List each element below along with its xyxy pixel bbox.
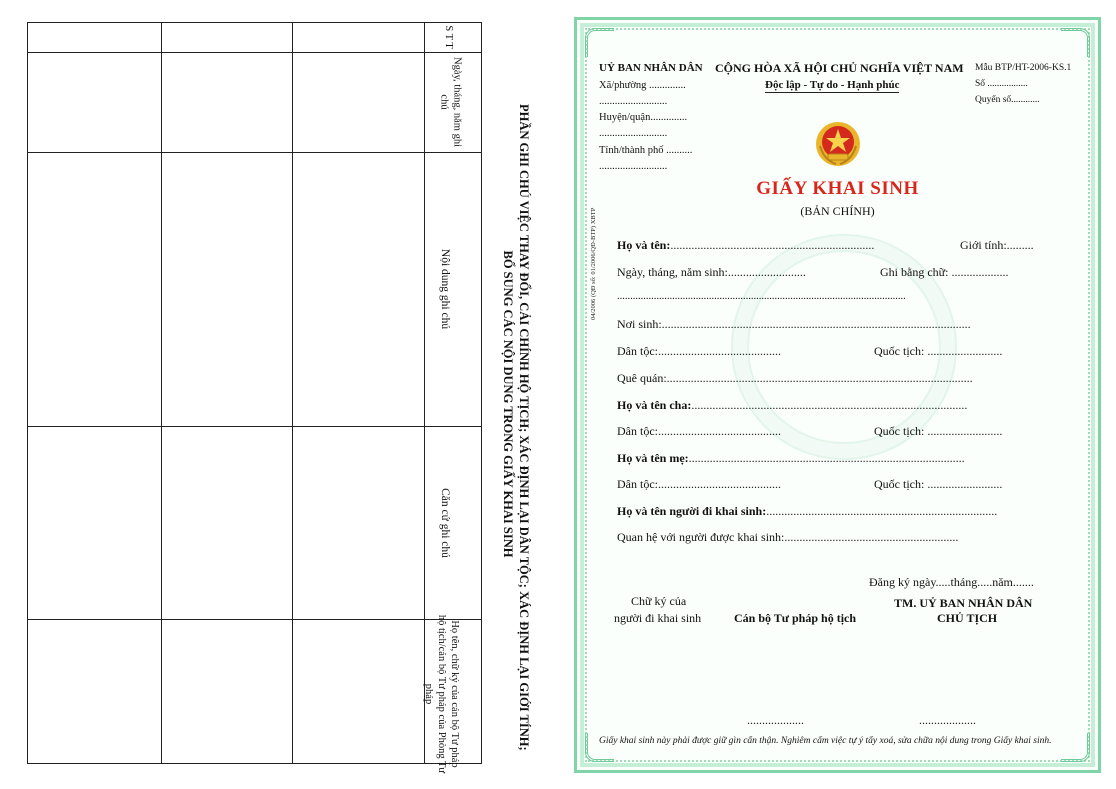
left-title-line-2: BỔ SUNG CÁC NỘI DUNG TRONG GIẤY KHAI SINH [501, 250, 515, 558]
hometown-field: Quê quán:...................................................................................................... [617, 371, 973, 385]
left-title-line-1: PHẦN GHI CHÚ VIỆC THAY ĐỔI, CẢI CHÍNH HỘ TỊCH; XÁC ĐỊNH LẠI DÂN TỘC; XÁC ĐỊNH LẠI GIỚI TÍNH; [517, 104, 531, 751]
table-line [292, 23, 293, 763]
father-nationality-field: Quốc tịch: ......................... [874, 424, 1003, 438]
national-motto: Độc lập - Tự do - Hạnh phúc [765, 79, 900, 91]
mother-nationality-field: Quốc tịch: ......................... [874, 477, 1003, 491]
header-content: Nội dung ghi chú [439, 248, 451, 330]
name-dots: .................................................................... [670, 238, 875, 252]
serial-note: 04/2006 (QĐ số: 01/2006/QĐ-BTP) XBTP [590, 207, 597, 320]
registration-date: Đăng ký ngày.....tháng.....năm....... [869, 575, 1034, 589]
footer-note: Giấy khai sinh này phải được giữ gìn cẩn thận. Nghiêm cấm việc tự ý tẩy xoá, sửa chữa nội dung trong Giấy khai sinh. [599, 736, 1052, 746]
officer-signature-dots: ................... [747, 713, 804, 727]
ward-dots: .......................... [599, 96, 668, 107]
annotation-table [27, 22, 482, 774]
chairman-title: CHỦ TỊCH [937, 611, 998, 625]
ethnicity-field: Dân tộc:......................................... [617, 344, 781, 358]
header-basis: Căn cứ ghi chú [439, 488, 451, 558]
table-line [28, 619, 481, 620]
corner-ornament [1061, 733, 1090, 762]
mother-label: Họ và tên mẹ: [617, 451, 689, 465]
province-field: Tỉnh/thành phố .......... [599, 145, 693, 156]
name-label: Họ và tên: [617, 238, 671, 252]
declarant-row [617, 504, 997, 519]
gender-field: Giới tính:......... [960, 238, 1034, 252]
declarant-signature-line-2: người đi khai sinh [614, 611, 702, 625]
dob-words-field: Ghi bằng chữ: ................... [880, 265, 1009, 279]
corner-ornament [1061, 28, 1090, 57]
form-code: Mẫu BTP/HT-2006-KS.1 [975, 63, 1072, 73]
table-line [28, 152, 481, 153]
header-signature: Họ tên, chữ ký của cán bộ Tư pháp hộ tịch/cán bộ Tư pháp của Phòng Tư pháp [423, 614, 460, 774]
nationality-field: Quốc tịch: ......................... [874, 344, 1003, 358]
father-dots: ............................................................................................ [691, 398, 968, 412]
district-dots: .......................... [599, 128, 668, 139]
certificate-subtitle: (BẢN CHÍNH) [800, 204, 875, 218]
certificate-number: Số ................. [975, 79, 1028, 89]
left-page-title [496, 104, 532, 751]
mother-ethnicity-field: Dân tộc:......................................... [617, 477, 781, 491]
relation-field: Quan hệ với người được khai sinh:.......................................................... [617, 530, 959, 544]
book-number: Quyển số............ [975, 95, 1040, 105]
father-row [617, 398, 967, 413]
table-line [28, 52, 481, 53]
name-row [617, 238, 874, 253]
national-emblem-icon [814, 120, 862, 168]
birthplace-field: Nơi sinh:....................................................................................................... [617, 317, 971, 331]
birth-certificate [574, 17, 1101, 773]
father-label: Họ và tên cha: [617, 398, 692, 412]
header-stt: S T T [443, 25, 454, 49]
district-field: Huyện/quận.............. [599, 112, 688, 123]
header-date: Ngày, tháng, năm ghi chú [438, 56, 463, 147]
officer-title: Cán bộ Tư pháp hộ tịch [734, 611, 857, 625]
mother-dots: ............................................................................................ [688, 451, 965, 465]
authority-name: UỶ BAN NHÂN DÂN [599, 62, 703, 74]
corner-ornament [585, 28, 614, 57]
ward-field: Xã/phường .............. [599, 80, 686, 91]
province-dots: .......................... [599, 161, 668, 172]
table-line [161, 23, 162, 763]
committee-title: TM. UỶ BAN NHÂN DÂN [894, 596, 1033, 610]
father-ethnicity-field: Dân tộc:......................................... [617, 424, 781, 438]
certificate-title: GIẤY KHAI SINH [756, 178, 919, 199]
dob-field: Ngày, tháng, năm sinh:.......................... [617, 265, 806, 279]
chairman-signature-dots: ................... [919, 713, 976, 727]
table-line [28, 426, 481, 427]
country-name: CỘNG HÒA XÃ HỘI CHỦ NGHĨA VIỆT NAM [715, 61, 964, 75]
mother-row [617, 451, 965, 466]
declarant-label: Họ và tên người đi khai sinh: [617, 504, 767, 518]
dob-continuation: .............................................................................................................. [617, 291, 906, 302]
declarant-signature-line-1: Chữ ký của [631, 594, 687, 608]
declarant-dots: ............................................................................. [766, 504, 998, 518]
